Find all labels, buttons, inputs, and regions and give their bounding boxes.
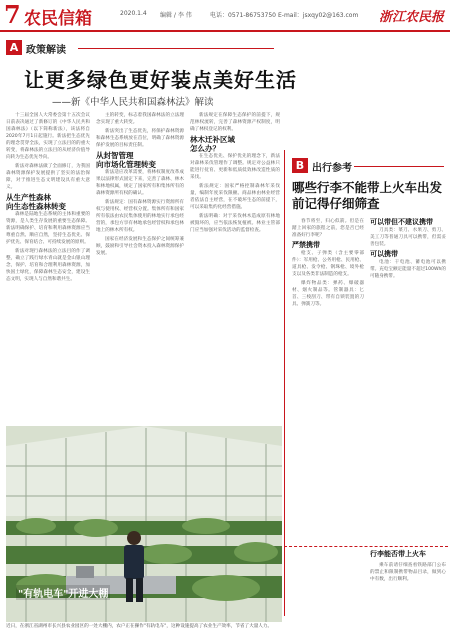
section-subtitle: 从封智管理	[96, 151, 134, 160]
paragraph: 森林是陆地生态系统的主体和重要的资源，是人类生存发展的重要生态保障。新法明确保护、培育和利用森林资源应当尊重自然、顺应自然，坚持生态优先、保护优先、保育结合、可持续发展的原则。	[6, 212, 90, 245]
paragraph: 电池：干电池、蓄电池可以携带。充电宝额定能量不超过100Wh的可随身携带。	[370, 260, 446, 279]
section-a-badge: A	[6, 40, 22, 55]
paragraph: 新法明确：对于采伐林木造成原有林地被毁坏的，应当依法恢复植被。林业主管部门应当加强对采伐活动的监督检查。	[190, 214, 280, 233]
paragraph: 新法规定：国家严格控制森林年采伐量，编制年度采伐限额。商品林由林业经营者依法自主经营，在不破坏生态的前提下，可以采取集约化经营措施。	[190, 184, 280, 210]
paragraph: 新法对森林法做了全面修订，为我国森林资源保护发展提供了坚实的法治保障，对于推进生态文明建设具有重大意义。	[6, 164, 90, 190]
section-subtitle: 林木迁补区域	[190, 135, 235, 144]
section-subtitle: 可以携带	[370, 250, 398, 258]
section-subtitle: 怎么办？	[190, 144, 220, 153]
email: E-mail：jsxqy02@163.com	[278, 12, 359, 19]
paragraph: 乘车前请仔细查看铁路部门公布的禁止和限制携带物品目录，做到心中有数，出行顺利。	[370, 563, 446, 582]
paragraph: 枪支、子弹类（含主要零部件）：军用枪、公务用枪、民用枪、道具枪、发令枪、钢珠枪、境外枪支以及各类非法制造的枪支。	[292, 251, 364, 277]
paragraph: 爆炸物品类：弹药、爆破器材、烟火制品等。管制器具：匕首、三棱刮刀、带有自锁装置的刀具、弹簧刀等。	[292, 281, 364, 307]
header-divider	[0, 30, 450, 32]
paragraph: 国家在经济发展和生态保护之间统筹兼顾，鼓励和引导社会资本投入森林资源保护发展。	[96, 237, 184, 256]
paragraph: 刀具类：菜刀、水果刀、剪刀、美工刀等普通刀具可以携带，但需妥善包装。	[370, 228, 446, 247]
section-subtitle: 可以带但不建议携带	[370, 218, 433, 226]
paragraph: 新法规定：国有森林资源实行资源所有权与使用权、经营权分置。集体所有和国家所有依法由农民集体使用的林地实行承包经营的，承包方享有林地承包经营权和承包林地上的林木所有权。	[96, 200, 184, 233]
section-a-rule	[78, 48, 274, 49]
section-b-rule	[354, 166, 444, 167]
paragraph: 新法适应改革需要，将林权制度改革成果以法律形式固定下来，完善了森林、林木和林地权属，规定了国家所有和集体所有的森林资源所有权的确认。	[96, 170, 184, 196]
section-b-label: 出行参考	[312, 163, 352, 174]
newspaper-brand: 浙江农民报	[378, 10, 444, 25]
sidebar-tip-text	[370, 562, 446, 618]
sidebar-headline: 哪些行李不能带上火车出发前记得仔细筛查	[292, 180, 443, 211]
section-subtitle: 从生产性森林	[6, 193, 51, 202]
paragraph: 主的转变，标志着我国森林法的立法理念实现了重大转变。	[96, 113, 184, 125]
section-a-label: 政策解读	[26, 45, 66, 56]
sidebar-column-1	[292, 218, 364, 540]
section-subtitle: 向市场化管理转变	[96, 160, 156, 169]
sidebar-column-2	[370, 218, 446, 540]
article-headline: 让更多绿色更好装点美好生活	[24, 68, 297, 92]
paragraph: 在生态优先、保护优先的理念下，新法对森林采伐管理作了调整。规定对公益林只能进行抚育、更新和低质低效林改造性质的采伐。	[190, 154, 280, 180]
paragraph: 十三届全国人大常委会第十五次会议日前表决通过了新修订的《中华人民共和国森林法》（以下简称新法），该法将自2020年7月1日起施行。新法把生态优先的理念贯穿全法，实现了立法目的的重大转变，将森林法的立法目的从经济价值导向转为生态优先导向。	[6, 113, 90, 160]
section-subtitle: 向生态性森林转变	[6, 202, 66, 211]
page-number: 7	[4, 0, 21, 29]
phone: 电话：0571-86753750	[210, 12, 276, 19]
sidebar-question: 行李能否带上火车	[370, 550, 426, 558]
photo-caption: 近日，在浙江省湖州市长兴县农业园区的一处大棚内，农户正在操作"有轨电车"，这种设施提高了农业生产效率，节省了大量人力。	[6, 624, 273, 629]
section-subtitle: 严禁携带	[292, 241, 320, 249]
article-column-3	[190, 112, 280, 422]
photo-caption-title: "有轨电车"开进大棚	[16, 585, 110, 600]
section-b-badge: B	[292, 158, 308, 173]
article-column-1	[6, 112, 90, 422]
paragraph: 新法突出了生态优先，将保护森林资源和森林生态系统放在首位，明确了森林资源保护发展的目标责任制。	[96, 129, 184, 148]
article-subhead: ——新《中华人民共和国森林法》解读	[52, 97, 214, 108]
paragraph: 春节将至，归心似箭。但是在踏上回家的旅程之前，您是否已经准备好行李呢？	[292, 219, 364, 238]
date: 2020.1.4	[120, 10, 147, 17]
paragraph: 新法对现行森林法的立法目的作了调整，确立了践行绿水青山就是金山银山理念，保护、培育和合理利用森林资源，加快国土绿化，保障森林生态安全，建设生态文明，实现人与自然和谐共生。	[6, 249, 90, 282]
article-column-2	[96, 112, 184, 422]
paragraph: 新法规定在保障生态保护的前提下，规范林权流转，完善了森林资源产权制度，明确了林权登记的权利。	[190, 113, 280, 132]
editor: 编辑 / 李 伟	[160, 12, 192, 19]
section-name: 农民信箱	[24, 9, 92, 29]
